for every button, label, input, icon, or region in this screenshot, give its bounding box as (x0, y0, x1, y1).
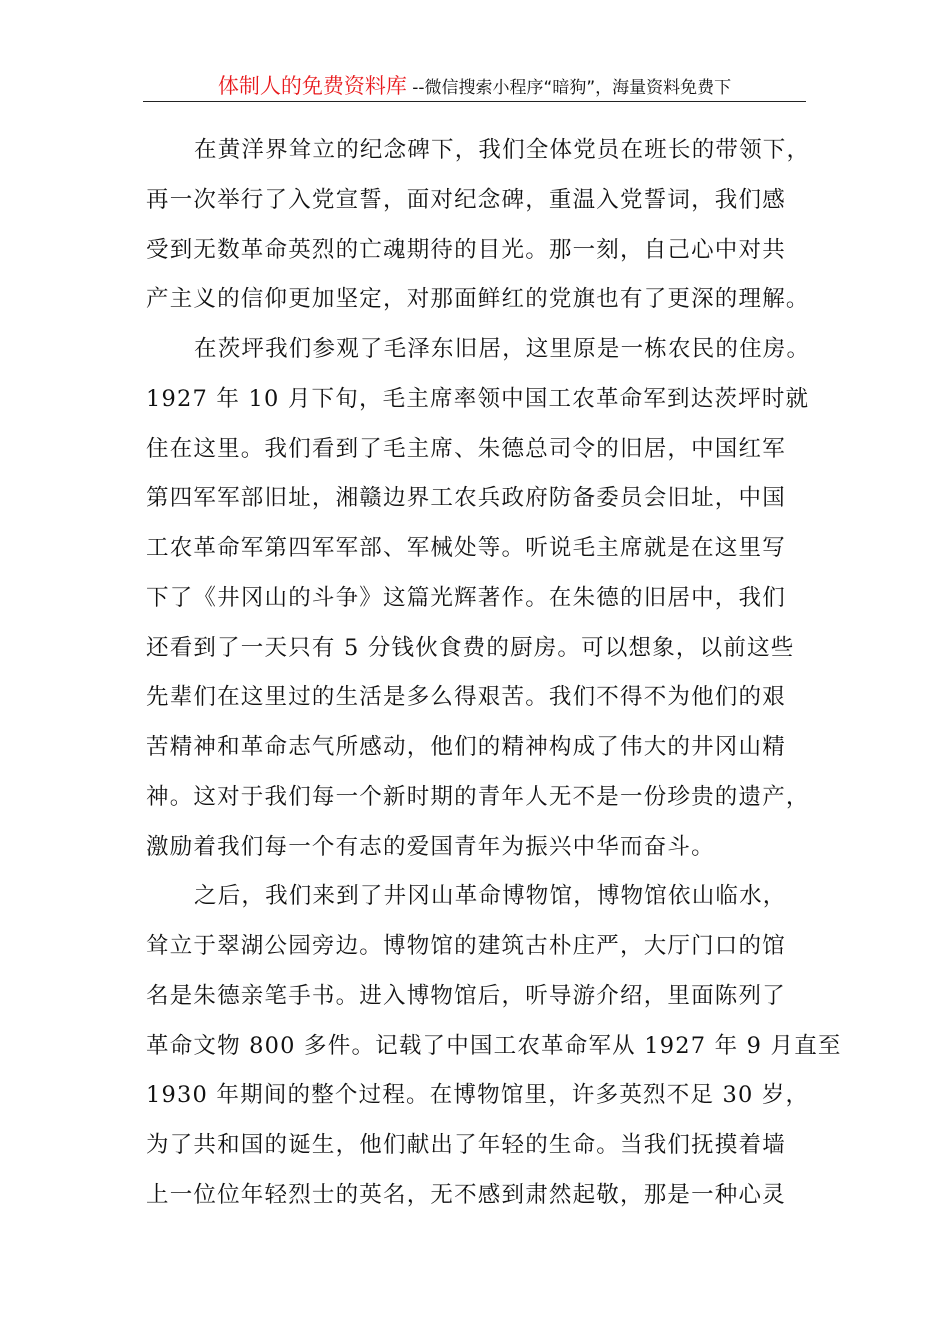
text-line: 在茨坪我们参观了毛泽东旧居，这里原是一栋农民的住房。 (194, 336, 811, 362)
text-line: 1930 年期间的整个过程。在博物馆里，许多英烈不足 30 岁， (146, 1082, 810, 1109)
text-line: 之后，我们来到了井冈山革命博物馆，博物馆依山临水， (194, 883, 787, 910)
text-line: 还看到了一天只有 5 分钱伙食费的厨房。可以想象，以前这些 (146, 634, 795, 661)
text-line: 住在这里。我们看到了毛主席、朱德总司令的旧居，中国红军 (146, 435, 786, 462)
header-slogan: --微信搜索小程序“暗狗”，海量资料免费下 (406, 78, 732, 98)
text-line: 1927 年 10 月下旬，毛主席率领中国工农革命军到达茨坪时就 (146, 385, 810, 412)
header-brand: 体制人的免费资料库 (217, 74, 407, 98)
text-line: 再一次举行了入党宣誓，面对纪念碑，重温入党誓词，我们感 (146, 186, 786, 213)
text-line: 先辈们在这里过的生活是多么得艰苦。我们不得不为他们的艰 (146, 684, 786, 711)
page-header (143, 70, 806, 102)
text-line: 工农革命军第四军军部、军械处等。听说毛主席就是在这里写 (146, 535, 786, 561)
text-line: 为了共和国的诞生，他们献出了年轻的生命。当我们抚摸着墙 (146, 1132, 786, 1158)
document-body (146, 126, 842, 1221)
text-line: 受到无数革命英烈的亡魂期待的目光。那一刻，自己心中对共 (146, 236, 786, 263)
text-line: 激励着我们每一个有志的爱国青年为振兴中华而奋斗。 (146, 833, 715, 860)
text-line: 上一位位年轻烈士的英名，无不感到肃然起敬，那是一种心灵 (146, 1181, 786, 1208)
text-line: 神。这对于我们每一个新时期的青年人无不是一份珍贵的遗产， (146, 783, 810, 810)
text-line: 苦精神和革命志气所感动，他们的精神构成了伟大的井冈山精 (146, 734, 786, 760)
text-line: 名是朱德亲笔手书。进入博物馆后，听导游介绍，里面陈列了 (146, 982, 786, 1009)
text-line: 耸立于翠湖公园旁边。博物馆的建筑古朴庄严，大厅门口的馆 (146, 933, 786, 959)
text-line: 产主义的信仰更加坚定，对那面鲜红的党旗也有了更深的理解。 (146, 286, 810, 313)
text-line: 革命文物 800 多件。记载了中国工农革命军从 1927 年 9 月直至 (146, 1032, 842, 1059)
text-line: 在黄洋界耸立的纪念碑下，我们全体党员在班长的带领下， (194, 137, 811, 163)
text-line: 第四军军部旧址，湘赣边界工农兵政府防备委员会旧址，中国 (146, 485, 786, 512)
text-line: 下了《井冈山的斗争》这篇光辉著作。在朱德的旧居中，我们 (146, 584, 786, 611)
